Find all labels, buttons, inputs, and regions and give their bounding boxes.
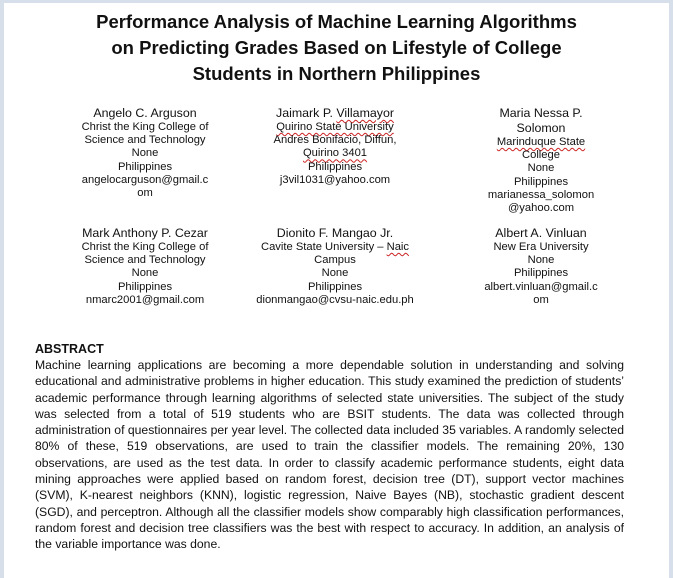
author-email: nmarc2001@gmail.com <box>85 293 205 306</box>
author-email: albert.vinluan@gmail.c <box>484 280 598 293</box>
author-department: None <box>527 162 555 175</box>
author-email: om <box>533 293 549 306</box>
author-block-2 <box>250 106 420 187</box>
author-country: Philippines <box>513 175 569 188</box>
author-affiliation: Quirino State University <box>276 121 394 133</box>
author-affiliation: Christ the King College of <box>81 121 209 133</box>
author-block-6 <box>456 226 626 307</box>
author-department: None <box>131 267 159 280</box>
author-email: marianessa_solomon <box>487 188 595 201</box>
author-address: Andres Bonifacio, Diffun, <box>273 134 397 147</box>
abstract-section <box>35 342 624 553</box>
abstract-text: Machine learning applications are becoming a more dependable solution in understanding and solving educational and administrative problems in higher education. This study examined the prediction of students’ academic performance through learning algorithms of selected state universities. The subject of the study was selected from a total of 519 students who are BSIT students. The data was collected through administration of questionnaires per year level. The collected data included 35 variables. A randomly selected 80% of these, 519 observations, are used to train the classifier models. The remaining 20%, 130 observations, are used as the test data. In order to classify academic performance students, eight data mining approaches were applied based on random forest, decision tree (DT), support vector machines (SVM), K-nearest neighbors (KNN), logistic regression, Naive Bayes (NB), stochastic gradient descent (SGD), and perceptron. Although all the classifier models show comparably high classification performances, random forest and decision tree classifiers was the best with respect to accuracy. In addition, an analysis of the variable importance was done. <box>35 358 624 552</box>
author-country: Philippines <box>117 280 173 293</box>
author-affiliation: Marinduque State <box>496 136 586 148</box>
author-department: None <box>131 147 159 160</box>
author-block-5 <box>250 226 420 307</box>
title-line-1: Performance Analysis of Machine Learning Algorithms <box>96 11 577 32</box>
author-affiliation: Science and Technology <box>84 254 206 267</box>
author-department: None <box>321 267 349 280</box>
author-country: Philippines <box>307 160 363 173</box>
author-name: Maria Nessa P. <box>499 106 583 120</box>
author-name: Angelo C. Arguson <box>93 106 197 120</box>
author-country: Philippines <box>117 160 173 173</box>
author-block-1 <box>60 106 230 200</box>
author-affiliation: Cavite State University – Naic <box>261 241 409 253</box>
author-name: Dionito F. Mangao Jr. <box>276 226 394 240</box>
author-affiliation: Science and Technology <box>84 134 206 147</box>
author-email: dionmangao@cvsu-naic.edu.ph <box>256 293 414 306</box>
paper-title <box>4 3 669 87</box>
author-country: Philippines <box>307 280 363 293</box>
author-email: angelocarguson@gmail.c <box>81 173 209 186</box>
author-department: None <box>527 254 555 267</box>
author-name: Albert A. Vinluan <box>495 226 587 240</box>
author-name: Mark Anthony P. Cezar <box>82 226 208 240</box>
author-block-4 <box>60 226 230 307</box>
author-name: Jaimark P. Villamayor <box>276 106 394 120</box>
author-email: j3vil1031@yahoo.com <box>279 173 391 186</box>
title-line-2: on Predicting Grades Based on Lifestyle of College <box>111 37 562 58</box>
title-line-3: Students in Northern Philippines <box>192 63 481 84</box>
author-country: Philippines <box>513 267 569 280</box>
paper-page <box>4 3 669 578</box>
author-affiliation: College <box>522 149 560 162</box>
author-email: om <box>137 187 153 200</box>
author-name-continued: Solomon <box>516 121 566 135</box>
author-block-3 <box>456 106 626 215</box>
author-email: @yahoo.com <box>507 202 575 215</box>
abstract-heading: ABSTRACT <box>35 342 104 356</box>
author-affiliation: New Era University <box>493 241 589 253</box>
author-affiliation: Campus <box>314 254 356 267</box>
author-address: Quirino 3401 <box>302 147 368 160</box>
author-affiliation: Christ the King College of <box>81 241 209 253</box>
